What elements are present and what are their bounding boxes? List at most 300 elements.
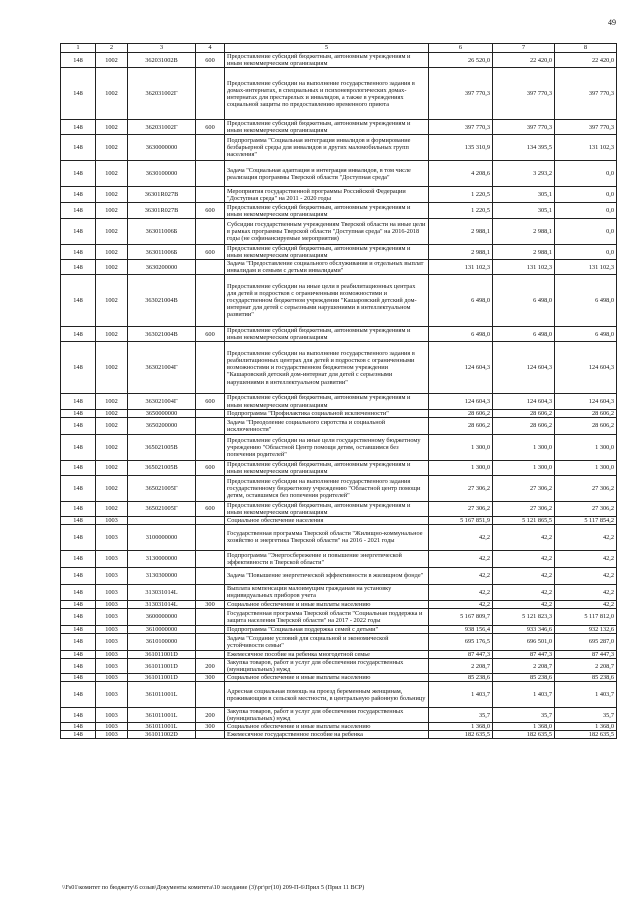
cell-target: 3630100000 (128, 161, 196, 187)
cell-2021: 1 300,0 (555, 460, 617, 475)
cell-2020: 933 346,6 (493, 625, 555, 633)
cell-admin: 148 (61, 567, 96, 584)
cell-2021: 0,0 (555, 187, 617, 203)
cell-section: 1002 (96, 434, 128, 460)
cell-admin: 148 (61, 633, 96, 650)
cell-target: 3130300000 (128, 567, 196, 584)
cell-section: 1002 (96, 460, 128, 475)
table-row (61, 394, 617, 409)
table-row (61, 708, 617, 723)
cell-2019: 42,2 (429, 600, 493, 608)
cell-2020: 182 635,5 (493, 731, 555, 739)
cell-name: Ежемесячное государственное пособие на ребенка (225, 731, 429, 739)
cell-expense-type (196, 135, 225, 161)
cell-target: 363021004Г (128, 394, 196, 409)
page-number: 49 (608, 18, 616, 27)
table-row (61, 68, 617, 120)
table-row (61, 600, 617, 608)
cell-name: Подпрограмма "Социальная интеграция инвалидов и формирование безбарьерной среды для инвалидов и других маломобильных групп населения" (225, 135, 429, 161)
cell-expense-type: 600 (196, 394, 225, 409)
cell-2020: 27 306,2 (493, 475, 555, 501)
cell-2021: 42,2 (555, 567, 617, 584)
cell-name: Выплата компенсации малоимущим гражданам на установку индивидуальных приборов учета (225, 584, 429, 600)
cell-target: 36301R027В (128, 203, 196, 219)
cell-2019: 695 176,5 (429, 633, 493, 650)
table-row (61, 633, 617, 650)
cell-2020: 85 238,6 (493, 674, 555, 682)
cell-expense-type (196, 417, 225, 434)
cell-2021: 1 403,7 (555, 682, 617, 708)
cell-name: Предоставление субсидии на выполнение государственного задания в домах-интернатах, в специальных и психоневрологических домах-интернатах для престарелых и инвалидов, а также в учреждениях социальной защиты по предоставлению временного приюта (225, 68, 429, 120)
cell-expense-type (196, 187, 225, 203)
table-row (61, 245, 617, 260)
cell-2020: 28 606,2 (493, 409, 555, 417)
cell-section: 1003 (96, 608, 128, 625)
cell-section: 1003 (96, 584, 128, 600)
cell-2019: 131 102,3 (429, 260, 493, 275)
cell-section: 1003 (96, 658, 128, 673)
cell-section: 1002 (96, 260, 128, 275)
cell-name: Предоставление субсидий бюджетным, автономным учреждениям и иным некоммерческим организациям (225, 394, 429, 409)
cell-name: Государственная программа Тверской области "Жилищно-коммунальное хозяйство и энергетика Тверской области" на 2016 - 2021 годы (225, 524, 429, 550)
table-row (61, 409, 617, 417)
cell-section: 1003 (96, 516, 128, 524)
cell-2019: 1 300,0 (429, 434, 493, 460)
cell-2020: 2 988,1 (493, 219, 555, 245)
cell-name: Социальное обеспечение и иные выплаты населению (225, 600, 429, 608)
cell-expense-type (196, 434, 225, 460)
cell-name: Закупка товаров, работ и услуг для обеспечения государственных (муниципальных) нужд (225, 708, 429, 723)
cell-2020: 42,2 (493, 524, 555, 550)
cell-admin: 148 (61, 409, 96, 417)
header-cell: 2 (96, 44, 128, 53)
cell-2019: 1 403,7 (429, 682, 493, 708)
cell-section: 1003 (96, 567, 128, 584)
header-cell: 6 (429, 44, 493, 53)
cell-section: 1003 (96, 600, 128, 608)
cell-2019: 28 606,2 (429, 417, 493, 434)
cell-2021: 0,0 (555, 161, 617, 187)
table-row (61, 524, 617, 550)
cell-2019: 6 498,0 (429, 275, 493, 327)
footer-file-path: \\Fs01\комитет по бюджету\6 созыв\Документы комитета\10 заседание (3)\рг\рг(10) 209-П-6\Прил 5 (Прил 11 ВСР) (62, 884, 365, 891)
cell-2019: 42,2 (429, 550, 493, 567)
cell-admin: 148 (61, 674, 96, 682)
table-row (61, 120, 617, 135)
header-cell: 7 (493, 44, 555, 53)
cell-admin: 148 (61, 245, 96, 260)
cell-section: 1002 (96, 53, 128, 68)
cell-target: 361011002D (128, 731, 196, 739)
cell-2020: 2 208,7 (493, 658, 555, 673)
cell-target: 365021005Г (128, 501, 196, 516)
cell-2020: 5 121 865,5 (493, 516, 555, 524)
header-row (61, 44, 617, 53)
cell-name: Предоставление субсидии на иные цели государственному бюджетному учреждению "Областной Центр помощи детям, оставшимся без попечения родителей" (225, 434, 429, 460)
cell-section: 1003 (96, 674, 128, 682)
cell-2019: 135 310,9 (429, 135, 493, 161)
cell-expense-type (196, 219, 225, 245)
cell-name: Предоставление субсидий бюджетным, автономным учреждениям и иным некоммерческим организациям (225, 501, 429, 516)
cell-expense-type (196, 409, 225, 417)
cell-name: Задача "Социальная адаптация и интеграция инвалидов, в том числе реализация программы Тверской области "Доступная среда" (225, 161, 429, 187)
cell-section: 1002 (96, 161, 128, 187)
cell-2020: 28 606,2 (493, 417, 555, 434)
cell-target: 36301R027В (128, 187, 196, 203)
cell-admin: 148 (61, 135, 96, 161)
cell-2020: 42,2 (493, 567, 555, 584)
cell-expense-type (196, 567, 225, 584)
cell-section: 1003 (96, 650, 128, 658)
cell-2020: 1 300,0 (493, 460, 555, 475)
cell-2021: 0,0 (555, 219, 617, 245)
cell-expense-type (196, 161, 225, 187)
cell-target: 3100000000 (128, 524, 196, 550)
cell-2020: 87 447,3 (493, 650, 555, 658)
cell-name: Задача "Создание условий для социальной и экономической устойчивости семьи" (225, 633, 429, 650)
header-cell: 5 (225, 44, 429, 53)
cell-target: 362031002Г (128, 120, 196, 135)
table-row (61, 625, 617, 633)
cell-name: Подпрограмма "Профилактика социальной исключенности" (225, 409, 429, 417)
cell-admin: 148 (61, 203, 96, 219)
cell-2019: 182 635,5 (429, 731, 493, 739)
cell-admin: 148 (61, 600, 96, 608)
table-row (61, 674, 617, 682)
cell-name: Предоставление субсидий бюджетным, автономным учреждениям и иным некоммерческим организациям (225, 327, 429, 342)
cell-name: Задача "Повышение энергетической эффективности в жилищном фонде" (225, 567, 429, 584)
cell-2021: 6 498,0 (555, 275, 617, 327)
cell-2020: 42,2 (493, 584, 555, 600)
cell-target: 363021004В (128, 327, 196, 342)
cell-2021: 0,0 (555, 203, 617, 219)
cell-2021: 124 604,3 (555, 342, 617, 394)
cell-target: 3610100000 (128, 633, 196, 650)
cell-2021: 397 770,3 (555, 68, 617, 120)
cell-name: Предоставление субсидии на выполнение государственного задания в реабилитационных центрах для детей и подростков с ограниченными возможностями и государственном бюджетном учреждении "Кашаровский детский дом-интернат для детей с серьезными нарушениями в интеллектуальном развитии" (225, 342, 429, 394)
cell-2019: 2 988,1 (429, 245, 493, 260)
cell-2019: 5 167 809,7 (429, 608, 493, 625)
cell-name: Подпрограмма "Энергосбережение и повышение энергетической эффективности в Тверской области" (225, 550, 429, 567)
cell-section: 1002 (96, 501, 128, 516)
cell-2020: 1 403,7 (493, 682, 555, 708)
cell-target: 363021004В (128, 275, 196, 327)
cell-admin: 148 (61, 275, 96, 327)
cell-expense-type (196, 524, 225, 550)
cell-2020: 3 293,2 (493, 161, 555, 187)
table-row (61, 475, 617, 501)
cell-2019: 42,2 (429, 524, 493, 550)
cell-2021: 0,0 (555, 245, 617, 260)
cell-2019: 42,2 (429, 567, 493, 584)
cell-section: 1003 (96, 723, 128, 731)
cell-expense-type: 300 (196, 674, 225, 682)
cell-expense-type: 600 (196, 501, 225, 516)
cell-admin: 148 (61, 625, 96, 633)
cell-target: 365021005В (128, 460, 196, 475)
cell-section: 1002 (96, 245, 128, 260)
table-row (61, 658, 617, 673)
cell-2020: 6 498,0 (493, 327, 555, 342)
table-row (61, 501, 617, 516)
cell-2019: 1 220,5 (429, 187, 493, 203)
cell-expense-type (196, 608, 225, 625)
cell-section: 1003 (96, 682, 128, 708)
cell-admin: 148 (61, 342, 96, 394)
cell-2020: 2 988,1 (493, 245, 555, 260)
cell-2019: 42,2 (429, 584, 493, 600)
cell-admin: 148 (61, 658, 96, 673)
cell-2019: 5 167 851,9 (429, 516, 493, 524)
cell-expense-type (196, 584, 225, 600)
cell-2021: 124 604,3 (555, 394, 617, 409)
cell-expense-type (196, 516, 225, 524)
cell-section: 1003 (96, 625, 128, 633)
cell-name: Предоставление субсидии на иные цели в реабилитационных центрах для детей и подростков с ограниченными возможностями и государственном бюджетном учреждении "Кашаровский детский дом-интернат для детей с серьезными нарушениями в интеллектуальном развитии" (225, 275, 429, 327)
cell-2020: 22 420,0 (493, 53, 555, 68)
cell-section: 1003 (96, 708, 128, 723)
cell-2019: 27 306,2 (429, 501, 493, 516)
cell-2019: 2 208,7 (429, 658, 493, 673)
cell-2020: 124 604,3 (493, 342, 555, 394)
cell-2020: 42,2 (493, 600, 555, 608)
cell-2020: 397 770,3 (493, 68, 555, 120)
cell-name: Социальное обеспечение и иные выплаты населению (225, 723, 429, 731)
cell-2021: 397 770,3 (555, 120, 617, 135)
cell-target: 361011001L (128, 682, 196, 708)
cell-2021: 5 117 812,0 (555, 608, 617, 625)
cell-section: 1002 (96, 203, 128, 219)
cell-section: 1002 (96, 327, 128, 342)
cell-2019: 4 208,6 (429, 161, 493, 187)
cell-admin: 148 (61, 394, 96, 409)
cell-admin: 148 (61, 682, 96, 708)
cell-section: 1003 (96, 731, 128, 739)
cell-target: 363011006Б (128, 245, 196, 260)
cell-admin: 148 (61, 731, 96, 739)
cell-section: 1002 (96, 417, 128, 434)
cell-admin: 148 (61, 120, 96, 135)
cell-expense-type (196, 275, 225, 327)
cell-expense-type: 200 (196, 658, 225, 673)
cell-admin: 148 (61, 550, 96, 567)
cell-admin: 148 (61, 434, 96, 460)
cell-admin: 148 (61, 516, 96, 524)
cell-section: 1002 (96, 135, 128, 161)
table-row (61, 584, 617, 600)
cell-section: 1002 (96, 120, 128, 135)
cell-2019: 26 520,0 (429, 53, 493, 68)
cell-2019: 35,7 (429, 708, 493, 723)
table-row (61, 417, 617, 434)
table-row (61, 723, 617, 731)
cell-section: 1002 (96, 475, 128, 501)
cell-admin: 148 (61, 708, 96, 723)
cell-target: 313031014L (128, 600, 196, 608)
table-row (61, 260, 617, 275)
cell-section: 1002 (96, 394, 128, 409)
cell-2019: 6 498,0 (429, 327, 493, 342)
cell-target: 3130000000 (128, 550, 196, 567)
cell-2020: 305,1 (493, 203, 555, 219)
cell-expense-type: 600 (196, 245, 225, 260)
table-row (61, 516, 617, 524)
cell-2020: 1 368,0 (493, 723, 555, 731)
cell-target: 3630000000 (128, 135, 196, 161)
cell-section: 1002 (96, 219, 128, 245)
table-row (61, 550, 617, 567)
cell-target: 361011001D (128, 658, 196, 673)
cell-2021: 1 368,0 (555, 723, 617, 731)
cell-section: 1003 (96, 524, 128, 550)
cell-expense-type (196, 633, 225, 650)
cell-2019: 938 156,4 (429, 625, 493, 633)
cell-target: 361011001L (128, 708, 196, 723)
cell-2019: 1 220,5 (429, 203, 493, 219)
cell-target: 363021004Г (128, 342, 196, 394)
cell-section: 1002 (96, 68, 128, 120)
cell-admin: 148 (61, 219, 96, 245)
table-row (61, 275, 617, 327)
cell-target: 3650200000 (128, 417, 196, 434)
cell-target: 365021005В (128, 434, 196, 460)
cell-2021: 182 635,5 (555, 731, 617, 739)
cell-section: 1003 (96, 633, 128, 650)
cell-section: 1003 (96, 550, 128, 567)
cell-2019: 124 604,3 (429, 342, 493, 394)
cell-2020: 6 498,0 (493, 275, 555, 327)
table-row (61, 731, 617, 739)
cell-expense-type (196, 68, 225, 120)
cell-target: 361011001D (128, 674, 196, 682)
cell-section: 1002 (96, 187, 128, 203)
cell-2021: 932 132,6 (555, 625, 617, 633)
cell-2020: 131 102,3 (493, 260, 555, 275)
cell-name: Адресная социальная помощь на проезд беременным женщинам, проживающим в сельской местности, в центральную районную больницу (225, 682, 429, 708)
table-row (61, 434, 617, 460)
cell-2021: 1 300,0 (555, 434, 617, 460)
cell-section: 1002 (96, 275, 128, 327)
table-row (61, 567, 617, 584)
header-cell: 8 (555, 44, 617, 53)
cell-name: Предоставление субсидий бюджетным, автономным учреждениям и иным некоммерческим организациям (225, 460, 429, 475)
cell-2020: 305,1 (493, 187, 555, 203)
table-row (61, 53, 617, 68)
cell-2021: 28 606,2 (555, 409, 617, 417)
cell-2021: 42,2 (555, 584, 617, 600)
cell-2019: 397 770,3 (429, 68, 493, 120)
cell-2021: 5 117 854,2 (555, 516, 617, 524)
cell-expense-type (196, 625, 225, 633)
cell-2021: 131 102,3 (555, 135, 617, 161)
cell-2020: 696 501,0 (493, 633, 555, 650)
cell-expense-type: 600 (196, 120, 225, 135)
cell-2019: 2 988,1 (429, 219, 493, 245)
cell-2019: 85 238,6 (429, 674, 493, 682)
cell-target: 361011001D (128, 650, 196, 658)
cell-2021: 27 306,2 (555, 475, 617, 501)
cell-2021: 695 287,0 (555, 633, 617, 650)
cell-name: Государственная программа Тверской области "Социальная поддержка и защита населения Тверской области" на 2017 - 2022 годы (225, 608, 429, 625)
cell-2020: 5 121 823,3 (493, 608, 555, 625)
cell-2020: 124 604,3 (493, 394, 555, 409)
cell-2019: 124 604,3 (429, 394, 493, 409)
cell-admin: 148 (61, 161, 96, 187)
cell-2021: 85 238,6 (555, 674, 617, 682)
cell-2020: 1 300,0 (493, 434, 555, 460)
cell-2021: 131 102,3 (555, 260, 617, 275)
cell-name: Предоставление субсидий бюджетным, автономным учреждениям и иным некоммерческим организациям (225, 203, 429, 219)
cell-expense-type (196, 260, 225, 275)
cell-name: Ежемесячное пособие на ребенка многодетной семье (225, 650, 429, 658)
cell-target: 363011006Б (128, 219, 196, 245)
cell-expense-type (196, 550, 225, 567)
cell-name: Мероприятия государственной программы Российской Федерации "Доступная среда" на 2011 - 2020 годы (225, 187, 429, 203)
cell-expense-type: 200 (196, 708, 225, 723)
cell-name: Закупка товаров, работ и услуг для обеспечения государственных (муниципальных) нужд (225, 658, 429, 673)
cell-expense-type (196, 682, 225, 708)
cell-expense-type (196, 731, 225, 739)
cell-name: Предоставление субсидий бюджетным, автономным учреждениям и иным некоммерческим организациям (225, 245, 429, 260)
cell-target: 365021005Г (128, 475, 196, 501)
cell-target: 3610000000 (128, 625, 196, 633)
cell-admin: 148 (61, 475, 96, 501)
cell-section: 1002 (96, 342, 128, 394)
header-cell: 3 (128, 44, 196, 53)
cell-2020: 35,7 (493, 708, 555, 723)
cell-2021: 2 208,7 (555, 658, 617, 673)
cell-target (128, 516, 196, 524)
table-row (61, 187, 617, 203)
table-row (61, 342, 617, 394)
cell-2021: 27 306,2 (555, 501, 617, 516)
cell-admin: 148 (61, 53, 96, 68)
cell-name: Субсидии государственным учреждениям Тверской области на иные цели в рамках программы Тверской области "Доступная среда" на 2016-2018 годы (не софинансируемые мероприятия) (225, 219, 429, 245)
cell-target: 3650000000 (128, 409, 196, 417)
cell-admin: 148 (61, 501, 96, 516)
cell-admin: 148 (61, 68, 96, 120)
cell-target: 361011001L (128, 723, 196, 731)
cell-2021: 42,2 (555, 600, 617, 608)
cell-target: 362031002Г (128, 68, 196, 120)
cell-expense-type (196, 650, 225, 658)
table-row (61, 682, 617, 708)
cell-2020: 397 770,3 (493, 120, 555, 135)
budget-table (60, 43, 617, 739)
cell-admin: 148 (61, 723, 96, 731)
cell-2021: 6 498,0 (555, 327, 617, 342)
cell-admin: 148 (61, 327, 96, 342)
table-row (61, 203, 617, 219)
cell-expense-type: 600 (196, 327, 225, 342)
cell-expense-type (196, 475, 225, 501)
cell-name: Подпрограмма "Социальная поддержка семей с детьми" (225, 625, 429, 633)
cell-2021: 42,2 (555, 524, 617, 550)
cell-2019: 397 770,3 (429, 120, 493, 135)
cell-expense-type: 600 (196, 203, 225, 219)
cell-2021: 28 606,2 (555, 417, 617, 434)
cell-2019: 27 306,2 (429, 475, 493, 501)
cell-admin: 148 (61, 187, 96, 203)
cell-expense-type: 600 (196, 53, 225, 68)
table-row (61, 327, 617, 342)
cell-section: 1002 (96, 409, 128, 417)
table-row (61, 650, 617, 658)
cell-2020: 134 395,5 (493, 135, 555, 161)
cell-admin: 148 (61, 584, 96, 600)
cell-name: Социальное обеспечение и иные выплаты населению (225, 674, 429, 682)
cell-name: Задача "Предоставление социального обслуживания и отдельных выплат инвалидам и семьям с детьми инвалидами" (225, 260, 429, 275)
